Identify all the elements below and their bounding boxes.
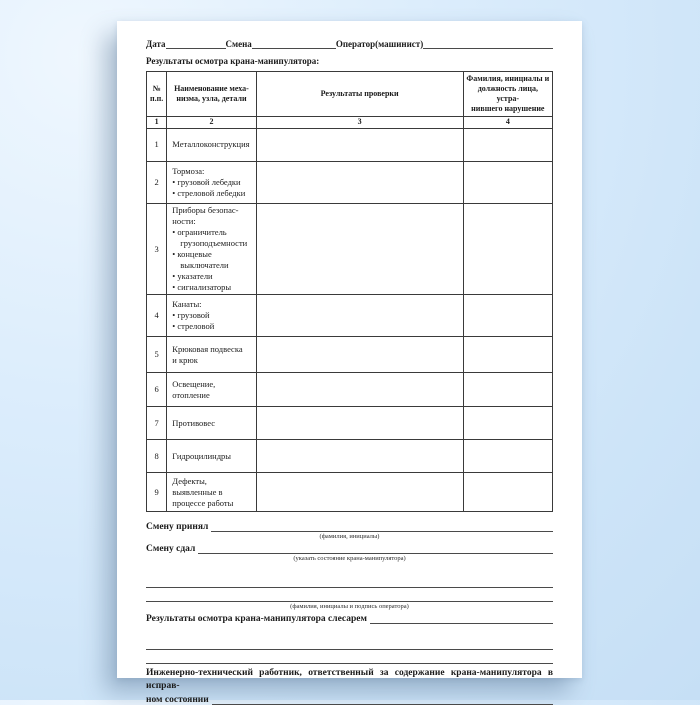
mechanic-results-blank-field bbox=[370, 613, 553, 624]
row-name-cell: Гидроцилиндры bbox=[167, 440, 256, 473]
header-person: Фамилия, инициалы и должность лица, устра- нившего нарушение bbox=[463, 72, 552, 117]
row-number: 1 bbox=[147, 129, 167, 162]
row-results-cell bbox=[256, 440, 463, 473]
row-person-cell bbox=[463, 407, 552, 440]
row-number: 6 bbox=[147, 373, 167, 407]
row-name-cell: Тормоза: • грузовой лебедки • стреловой лебедки bbox=[167, 162, 256, 204]
inspection-table bbox=[146, 71, 553, 512]
row-number: 9 bbox=[147, 473, 167, 512]
row-results-cell bbox=[256, 295, 463, 337]
shift-accepted-row bbox=[146, 520, 553, 532]
header-num: № п.п. bbox=[147, 72, 167, 117]
shift-handed-label: Смену сдал bbox=[146, 544, 196, 555]
row-number: 4 bbox=[147, 295, 167, 337]
section-title: Результаты осмотра крана-манипулятора: bbox=[146, 56, 320, 66]
date-blank-field bbox=[166, 38, 226, 49]
form-page bbox=[117, 21, 582, 705]
mechanic-results-row bbox=[146, 612, 553, 624]
table-row bbox=[147, 162, 553, 204]
header-name: Наименование меха- низма, узла, детали bbox=[167, 72, 256, 117]
table-row bbox=[147, 440, 553, 473]
row-results-cell bbox=[256, 337, 463, 373]
date-shift-operator-row bbox=[146, 37, 553, 49]
table-row bbox=[147, 407, 553, 440]
shift-accepted-caption: (фамилия, инициалы) bbox=[319, 533, 380, 541]
responsible-engineer-row bbox=[146, 693, 553, 705]
shift-blank-field bbox=[252, 38, 336, 49]
row-name-cell: Крюковая подвеска и крюк bbox=[167, 337, 256, 373]
date-label: Дата bbox=[146, 39, 166, 49]
row-person-cell bbox=[463, 337, 552, 373]
operator-signature-caption: (фамилия, инициалы и подпись оператора) bbox=[290, 603, 409, 611]
header-results: Результаты проверки bbox=[256, 72, 463, 117]
shift-accepted-blank-field bbox=[211, 521, 553, 532]
row-name-cell: Металлоконструкция bbox=[167, 129, 256, 162]
row-results-cell bbox=[256, 129, 463, 162]
blank-write-in-line bbox=[146, 651, 553, 664]
row-number: 8 bbox=[147, 440, 167, 473]
row-person-cell bbox=[463, 295, 552, 337]
shift-handed-caption: (указать состояние крана-манипулятора) bbox=[293, 555, 406, 563]
row-results-cell bbox=[256, 407, 463, 440]
table-row bbox=[147, 204, 553, 295]
row-person-cell bbox=[463, 162, 552, 204]
mechanic-results-label: Результаты осмотра крана-манипулятора слесарем bbox=[146, 614, 367, 625]
row-person-cell bbox=[463, 473, 552, 512]
table-row bbox=[147, 337, 553, 373]
shift-accepted-label: Смену принял bbox=[146, 522, 209, 533]
blank-write-in-line bbox=[146, 637, 553, 650]
row-person-cell bbox=[463, 129, 552, 162]
shift-label: Смена bbox=[225, 39, 252, 49]
row-number: 2 bbox=[147, 162, 167, 204]
row-results-cell bbox=[256, 473, 463, 512]
table-header-row bbox=[147, 72, 553, 117]
row-results-cell bbox=[256, 373, 463, 407]
responsible-engineer-label: ном состоянии bbox=[146, 695, 209, 705]
row-results-cell bbox=[256, 162, 463, 204]
row-name-cell: Приборы безопас- ности: • ограничитель грузоподъемности • концевые выключатели • указатели • сигнализаторы bbox=[167, 204, 256, 295]
row-number: 7 bbox=[147, 407, 167, 440]
responsible-engineer-text: Инженерно-технический работник, ответственный за содержание крана-манипулятора в исправ- bbox=[146, 668, 553, 691]
column-numbering-row: 1 2 3 4 bbox=[147, 117, 553, 129]
blank-write-in-line bbox=[146, 575, 553, 588]
row-person-cell bbox=[463, 440, 552, 473]
row-name-cell: Освещение, отопление bbox=[167, 373, 256, 407]
row-name-cell: Дефекты, выявленные в процессе работы bbox=[167, 473, 256, 512]
table-row bbox=[147, 295, 553, 337]
row-name-cell: Канаты: • грузовой • стреловой bbox=[167, 295, 256, 337]
row-results-cell bbox=[256, 204, 463, 295]
row-person-cell bbox=[463, 204, 552, 295]
blank-write-in-line bbox=[146, 589, 553, 602]
row-number: 3 bbox=[147, 204, 167, 295]
operator-blank-field bbox=[423, 38, 553, 49]
table-row bbox=[147, 129, 553, 162]
row-name-cell: Противовес bbox=[167, 407, 256, 440]
operator-label: Оператор(машинист) bbox=[335, 39, 424, 49]
table-row bbox=[147, 373, 553, 407]
shift-handed-row bbox=[146, 542, 553, 554]
row-person-cell bbox=[463, 373, 552, 407]
row-number: 5 bbox=[147, 337, 167, 373]
shift-handed-blank-field bbox=[198, 543, 553, 554]
table-row bbox=[147, 473, 553, 512]
